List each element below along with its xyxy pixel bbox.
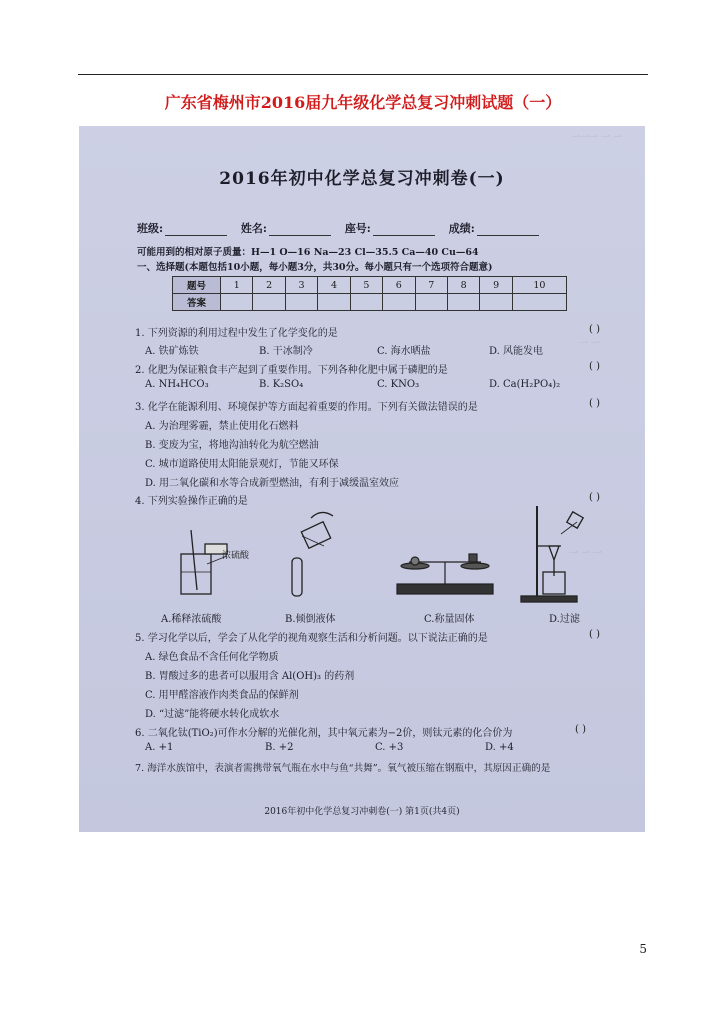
question-2-stem: 2. 化肥为保证粮食丰产起到了重要作用。下列各种化肥中属于磷肥的是 bbox=[135, 365, 448, 376]
q3-option-a: A. 为治理雾霾，禁止使用化石燃料 bbox=[145, 421, 299, 432]
q6-option-d: D. +4 bbox=[485, 742, 514, 753]
table-header-cell: 答案 bbox=[173, 294, 221, 311]
pouring-illustration bbox=[292, 512, 333, 596]
q6-option-a: A. +1 bbox=[145, 742, 174, 753]
answer-cell bbox=[253, 294, 285, 311]
q5-option-b: B. 胃酸过多的患者可以服用含 Al(OH)₃ 的药剂 bbox=[145, 671, 355, 682]
acid-label: 浓硫酸 bbox=[222, 551, 250, 561]
question-5-stem: 5. 学习化学以后，学会了从化学的视角观察生活和分析问题。以下说法正确的是 bbox=[135, 633, 488, 644]
section-heading: 一、选择题(本题包括10小题，每小题3分，共30分。每小题只有一个选项符合题意) bbox=[137, 262, 493, 273]
name-label: 姓名: bbox=[240, 222, 267, 235]
document-title: 广东省梅州市2016届九年级化学总复习冲刺试题（一） bbox=[164, 93, 562, 112]
answer-parentheses: ( ) bbox=[589, 324, 600, 335]
answer-cell bbox=[480, 294, 512, 311]
class-label: 班级: bbox=[137, 222, 164, 235]
q1-option-a: A. 铁矿炼铁 bbox=[145, 346, 199, 357]
question-3-stem: 3. 化学在能源利用、环境保护等方面起着重要的作用。下列有关做法错误的是 bbox=[135, 402, 478, 413]
q2-option-a: A. NH₄HCO₃ bbox=[145, 379, 209, 390]
filtration-illustration bbox=[521, 506, 583, 602]
answer-cell bbox=[383, 294, 415, 311]
class-blank bbox=[165, 235, 227, 236]
page-number: 5 bbox=[639, 942, 647, 956]
answer-cell bbox=[512, 294, 566, 311]
bleed-through-text: 一 一 一 bbox=[569, 549, 602, 559]
score-label: 成绩: bbox=[448, 222, 475, 235]
exam-title: 2016年初中化学总复习冲刺卷(一) bbox=[219, 169, 505, 189]
question-number-cell: 3 bbox=[285, 277, 317, 294]
q5-option-a: A. 绿色食品不含任何化学物质 bbox=[145, 652, 279, 663]
question-number-cell: 1 bbox=[221, 277, 253, 294]
question-number-cell: 8 bbox=[447, 277, 479, 294]
bleed-through-text: 一一一 一 一 bbox=[571, 133, 622, 143]
table-row bbox=[173, 294, 567, 311]
question-number-cell: 7 bbox=[415, 277, 447, 294]
q5-option-d: D. “过滤”能将硬水转化成软水 bbox=[145, 709, 280, 720]
student-info-row bbox=[137, 220, 549, 236]
answer-parentheses: ( ) bbox=[589, 398, 600, 409]
question-number-cell: 6 bbox=[383, 277, 415, 294]
table-row bbox=[173, 277, 567, 294]
question-number-cell: 10 bbox=[512, 277, 566, 294]
table-header-cell: 题号 bbox=[173, 277, 221, 294]
bleed-through-text: 一 一 bbox=[579, 339, 600, 349]
q4-option-b: B.倾倒液体 bbox=[285, 614, 336, 625]
beaker-illustration bbox=[181, 530, 227, 594]
answer-cell bbox=[447, 294, 479, 311]
q2-option-b: B. K₂SO₄ bbox=[259, 379, 304, 390]
score-blank bbox=[477, 235, 539, 236]
q4-option-d: D.过滤 bbox=[549, 614, 580, 625]
q3-option-d: D. 用二氧化碳和水等合成新型燃油，有利于减缓温室效应 bbox=[145, 478, 400, 489]
answer-cell bbox=[285, 294, 317, 311]
question-1-stem: 1. 下列资源的利用过程中发生了化学变化的是 bbox=[135, 328, 338, 339]
question-6-stem: 6. 二氧化钛(TiO₂)可作水分解的光催化剂，其中氧元素为−2价，则钛元素的化合价为 bbox=[135, 728, 513, 739]
question-4-stem: 4. 下列实验操作正确的是 bbox=[135, 496, 248, 507]
answer-cell bbox=[318, 294, 350, 311]
q6-option-c: C. +3 bbox=[375, 742, 404, 753]
q3-option-c: C. 城市道路使用太阳能景观灯，节能又环保 bbox=[145, 459, 339, 470]
question-number-cell: 4 bbox=[318, 277, 350, 294]
q2-option-d: D. Ca(H₂PO₄)₂ bbox=[489, 379, 561, 390]
q1-option-b: B. 干冰制冷 bbox=[259, 346, 313, 357]
q5-option-c: C. 用甲醛溶液作肉类食品的保鲜剂 bbox=[145, 690, 299, 701]
answer-parentheses: ( ) bbox=[575, 724, 586, 735]
atomic-masses: 可能用到的相对原子质量：H—1 O—16 Na—23 Cl—35.5 Ca—40 Cu—64 bbox=[137, 247, 479, 258]
q3-option-b: B. 变废为宝，将地沟油转化为航空燃油 bbox=[145, 440, 319, 451]
q4-option-c: C.称量固体 bbox=[424, 614, 475, 625]
q4-option-a: A.稀释浓硫酸 bbox=[161, 614, 222, 625]
answer-cell bbox=[221, 294, 253, 311]
question-7-stem: 7. 海洋水族馆中，表演者需携带氧气瓶在水中与鱼“共舞”。氧气被压缩在钢瓶中，其原因正确的是 bbox=[135, 763, 551, 774]
answer-cell bbox=[350, 294, 382, 311]
q6-option-b: B. +2 bbox=[265, 742, 294, 753]
question-number-cell: 5 bbox=[350, 277, 382, 294]
question-number-cell: 9 bbox=[480, 277, 512, 294]
answer-parentheses: ( ) bbox=[589, 629, 600, 640]
balance-illustration bbox=[397, 554, 493, 594]
answer-parentheses: ( ) bbox=[589, 361, 600, 372]
answer-cell bbox=[415, 294, 447, 311]
seat-blank bbox=[373, 235, 435, 236]
question-number-cell: 2 bbox=[253, 277, 285, 294]
q2-option-c: C. KNO₃ bbox=[377, 379, 420, 390]
scanned-exam-page bbox=[79, 126, 645, 832]
exam-page-footer: 2016年初中化学总复习冲刺卷(一) 第1页(共4页) bbox=[264, 807, 460, 817]
name-blank bbox=[269, 235, 331, 236]
q1-option-c: C. 海水晒盐 bbox=[377, 346, 431, 357]
answer-parentheses: ( ) bbox=[589, 492, 600, 503]
seat-label: 座号: bbox=[344, 222, 371, 235]
header-rule bbox=[78, 74, 648, 75]
answer-table bbox=[172, 276, 567, 311]
q1-option-d: D. 风能发电 bbox=[489, 346, 544, 357]
